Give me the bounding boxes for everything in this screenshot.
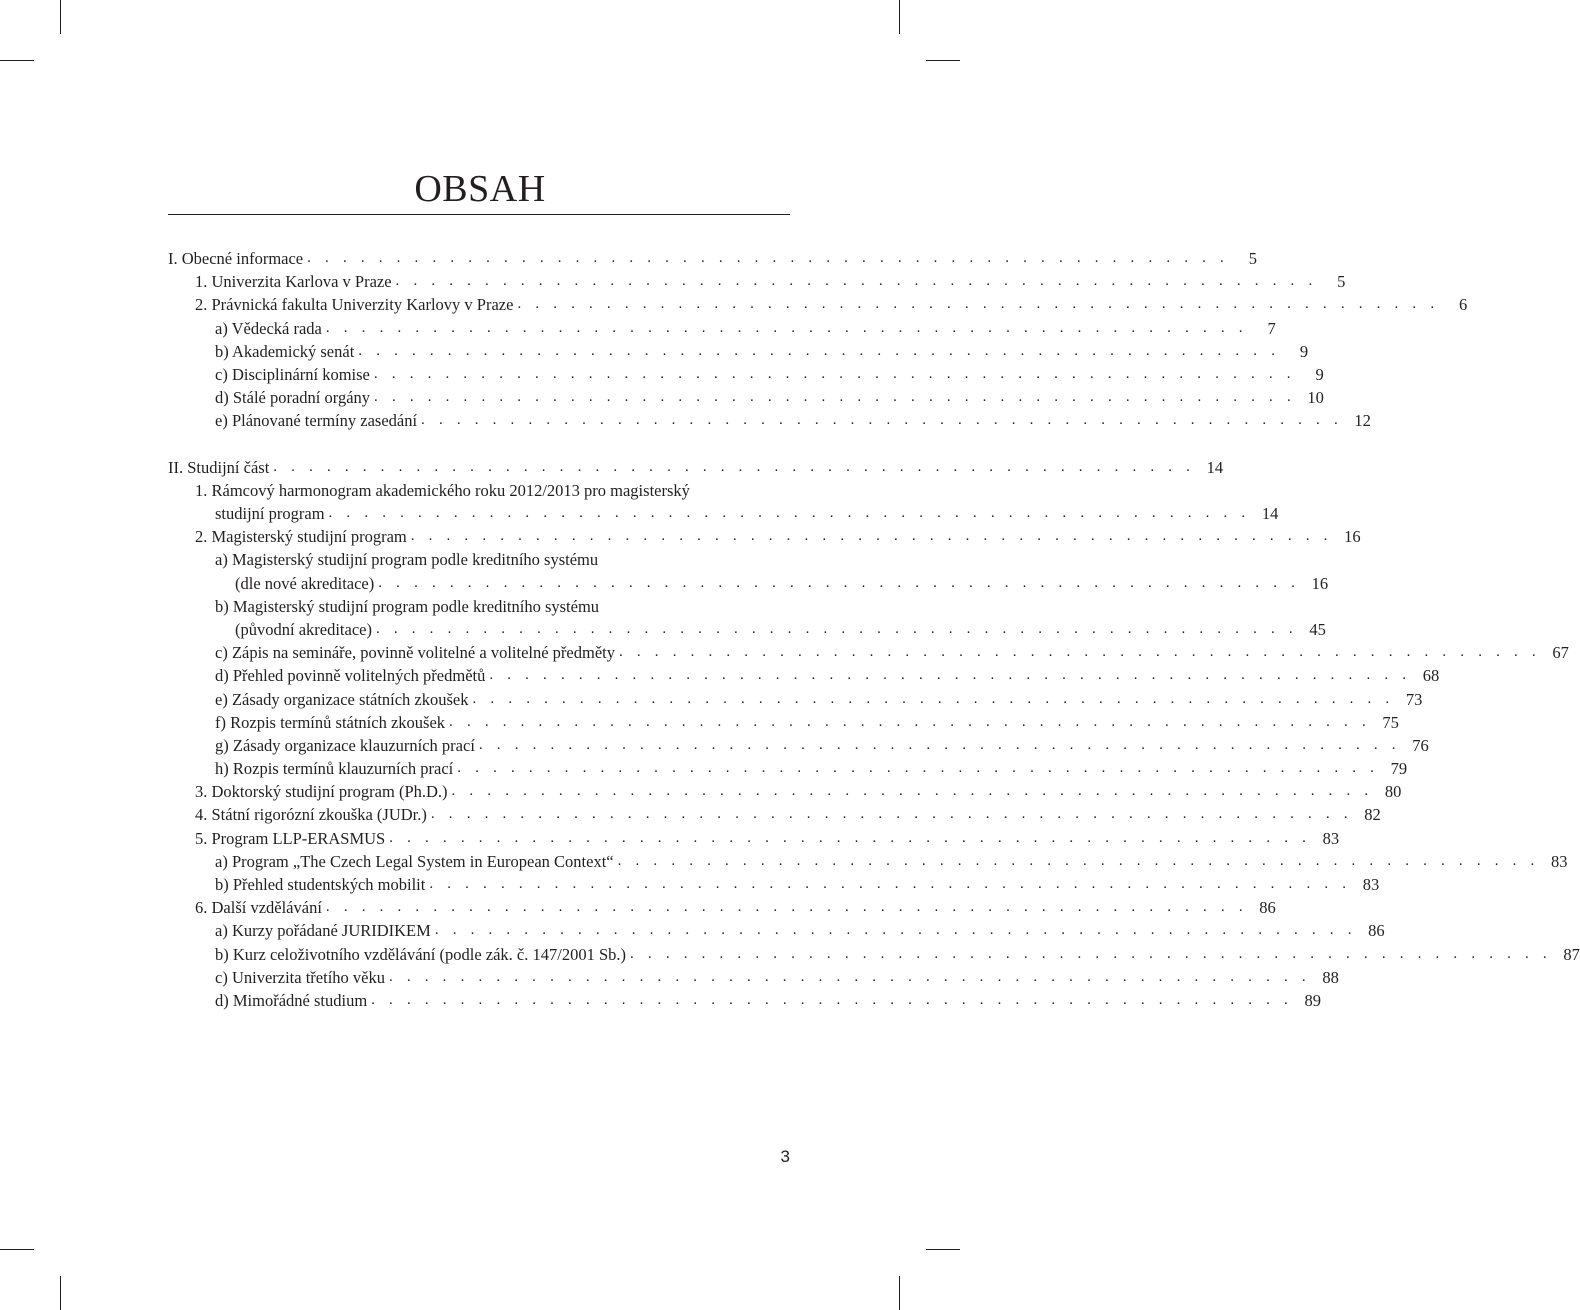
toc-entry[interactable]: c) Disciplinární komise . . . . . . . . . . . . . . . . . . . . . . . . . . . . . . . . . . . . . . . . . . . . . . . . . . . . 9: [168, 363, 790, 386]
toc-entry[interactable]: II. Studijní část . . . . . . . . . . . . . . . . . . . . . . . . . . . . . . . . . . . . . . . . . . . . . . . . . . . . 14: [168, 456, 790, 479]
dot-leader: . . . . . . . . . . . . . . . . . . . . . . . . . . . . . . . . . . . . . . . . . . . . . . . . . . . .: [434, 922, 1357, 939]
toc-entry[interactable]: 2. Magisterský studijní program . . . . . . . . . . . . . . . . . . . . . . . . . . . . . . . . . . . . . . . . . . . . . . . . . . . . 16: [168, 525, 790, 548]
toc-entry[interactable]: b) Akademický senát . . . . . . . . . . . . . . . . . . . . . . . . . . . . . . . . . . . . . . . . . . . . . . . . . . . . 9: [168, 340, 790, 363]
toc-entry-line[interactable]: 1. Rámcový harmonogram akademického roku 2012/2013 pro magisterský: [195, 480, 690, 500]
dot-leader: . . . . . . . . . . . . . . . . . . . . . . . . . . . . . . . . . . . . . . . . . . . . . . . . . . . .: [517, 296, 1440, 313]
toc-entry[interactable]: a) Vědecká rada . . . . . . . . . . . . . . . . . . . . . . . . . . . . . . . . . . . . . . . . . . . . . . . . . . . . 7: [168, 317, 790, 340]
toc-entry[interactable]: c) Zápis na semináře, povinně volitelné a volitelné předměty . . . . . . . . . . . . . . . . . . . . . . . . . . . . . . . . . . . . . . . . . . . . . . . . . . . . 67: [168, 641, 790, 664]
dot-leader: . . . . . . . . . . . . . . . . . . . . . . . . . . . . . . . . . . . . . . . . . . . . . . . . . . . .: [430, 806, 1353, 823]
toc-entry[interactable]: h) Rozpis termínů klauzurních prací . . . . . . . . . . . . . . . . . . . . . . . . . . . . . . . . . . . . . . . . . . . . . . . . . . . . 79: [168, 757, 790, 780]
dot-leader: . . . . . . . . . . . . . . . . . . . . . . . . . . . . . . . . . . . . . . . . . . . . . . . . . . . .: [489, 667, 1412, 684]
dot-leader: . . . . . . . . . . . . . . . . . . . . . . . . . . . . . . . . . . . . . . . . . . . . . . . . . . . .: [421, 412, 1343, 429]
toc-entry[interactable]: c) Univerzita třetího věku . . . . . . . . . . . . . . . . . . . . . . . . . . . . . . . . . . . . . . . . . . . . . . . . . . . . 88: [168, 966, 790, 989]
crop-mark: [60, 1276, 61, 1310]
dot-leader: . . . . . . . . . . . . . . . . . . . . . . . . . . . . . . . . . . . . . . . . . . . . . . . . . . . .: [630, 945, 1552, 962]
toc-entry[interactable]: a) Kurzy pořádané JURIDIKEM . . . . . . . . . . . . . . . . . . . . . . . . . . . . . . . . . . . . . . . . . . . . . . . . . . . . 86: [168, 919, 790, 942]
dot-leader: . . . . . . . . . . . . . . . . . . . . . . . . . . . . . . . . . . . . . . . . . . . . . . . . . . . .: [478, 736, 1401, 753]
toc-entry-line[interactable]: a) Magisterský studijní program podle kreditního systému: [215, 550, 599, 570]
toc-entry[interactable]: b) Přehled studentských mobilit . . . . . . . . . . . . . . . . . . . . . . . . . . . . . . . . . . . . . . . . . . . . . . . . . . . . 83: [168, 873, 790, 896]
toc-entry[interactable]: 3. Doktorský studijní program (Ph.D.) . . . . . . . . . . . . . . . . . . . . . . . . . . . . . . . . . . . . . . . . . . . . . . . . . . . . 80: [168, 780, 790, 803]
dot-leader: . . . . . . . . . . . . . . . . . . . . . . . . . . . . . . . . . . . . . . . . . . . . . . . . . . . .: [378, 574, 1301, 591]
page-title: OBSAH: [414, 168, 546, 210]
toc-entry[interactable]: studijní program . . . . . . . . . . . . . . . . . . . . . . . . . . . . . . . . . . . . . . . . . . . . . . . . . . . . 14: [168, 502, 790, 525]
dot-leader: . . . . . . . . . . . . . . . . . . . . . . . . . . . . . . . . . . . . . . . . . . . . . . . . . . . .: [388, 968, 1311, 985]
toc-entry[interactable]: f) Rozpis termínů státních zkoušek . . . . . . . . . . . . . . . . . . . . . . . . . . . . . . . . . . . . . . . . . . . . . . . . . . . . 75: [168, 711, 790, 734]
dot-leader: . . . . . . . . . . . . . . . . . . . . . . . . . . . . . . . . . . . . . . . . . . . . . . . . . . . .: [325, 899, 1248, 916]
dot-leader: . . . . . . . . . . . . . . . . . . . . . . . . . . . . . . . . . . . . . . . . . . . . . . . . . . . .: [373, 365, 1296, 382]
dot-leader: . . . . . . . . . . . . . . . . . . . . . . . . . . . . . . . . . . . . . . . . . . . . . . . . . . . .: [457, 760, 1380, 777]
crop-mark: [926, 1249, 960, 1250]
dot-leader: . . . . . . . . . . . . . . . . . . . . . . . . . . . . . . . . . . . . . . . . . . . . . . . . . . . .: [389, 829, 1312, 846]
dot-leader: . . . . . . . . . . . . . . . . . . . . . . . . . . . . . . . . . . . . . . . . . . . . . . . . . . . .: [410, 528, 1333, 545]
dot-leader: . . . . . . . . . . . . . . . . . . . . . . . . . . . . . . . . . . . . . . . . . . . . . . . . . . . .: [617, 852, 1540, 869]
crop-mark: [899, 0, 900, 34]
table-of-contents: [168, 247, 1580, 1012]
toc-entry[interactable]: 5. Program LLP-ERASMUS . . . . . . . . . . . . . . . . . . . . . . . . . . . . . . . . . . . . . . . . . . . . . . . . . . . . 83: [168, 827, 790, 850]
dot-leader: . . . . . . . . . . . . . . . . . . . . . . . . . . . . . . . . . . . . . . . . . . . . . . . . . . . .: [451, 783, 1374, 800]
toc-entry[interactable]: a) Program „The Czech Legal System in European Context“ . . . . . . . . . . . . . . . . . . . . . . . . . . . . . . . . . . . . . . . . . . . . . . . . . . . . 83: [168, 850, 790, 873]
dot-leader: . . . . . . . . . . . . . . . . . . . . . . . . . . . . . . . . . . . . . . . . . . . . . . . . . . . .: [307, 249, 1229, 266]
toc-entry-line[interactable]: b) Magisterský studijní program podle kreditního systému: [215, 596, 600, 616]
toc-entry[interactable]: b) Kurz celoživotního vzdělávání (podle zák. č. 147/2001 Sb.) . . . . . . . . . . . . . . . . . . . . . . . . . . . . . . . . . . . . . . . . . . . . . . . . . . . . 87: [168, 943, 790, 966]
dot-leader: . . . . . . . . . . . . . . . . . . . . . . . . . . . . . . . . . . . . . . . . . . . . . . . . . . . .: [472, 690, 1395, 707]
crop-mark: [899, 1276, 900, 1310]
title-rule: [168, 214, 790, 215]
toc-entry[interactable]: I. Obecné informace . . . . . . . . . . . . . . . . . . . . . . . . . . . . . . . . . . . . . . . . . . . . . . . . . . . . 5: [168, 247, 790, 270]
toc-entry[interactable]: (dle nové akreditace) . . . . . . . . . . . . . . . . . . . . . . . . . . . . . . . . . . . . . . . . . . . . . . . . . . . . 16: [168, 572, 790, 595]
crop-mark: [60, 0, 61, 34]
dot-leader: . . . . . . . . . . . . . . . . . . . . . . . . . . . . . . . . . . . . . . . . . . . . . . . . . . . .: [371, 991, 1294, 1008]
dot-leader: . . . . . . . . . . . . . . . . . . . . . . . . . . . . . . . . . . . . . . . . . . . . . . . . . . . .: [395, 273, 1318, 290]
crop-mark: [0, 60, 34, 61]
toc-entry[interactable]: d) Stálé poradní orgány . . . . . . . . . . . . . . . . . . . . . . . . . . . . . . . . . . . . . . . . . . . . . . . . . . . . 10: [168, 386, 790, 409]
toc-entry[interactable]: d) Přehled povinně volitelných předmětů . . . . . . . . . . . . . . . . . . . . . . . . . . . . . . . . . . . . . . . . . . . . . . . . . . . . 68: [168, 664, 790, 687]
crop-mark: [0, 1249, 34, 1250]
dot-leader: . . . . . . . . . . . . . . . . . . . . . . . . . . . . . . . . . . . . . . . . . . . . . . . . . . . .: [449, 713, 1371, 730]
dot-leader: . . . . . . . . . . . . . . . . . . . . . . . . . . . . . . . . . . . . . . . . . . . . . . . . . . . .: [374, 389, 1296, 406]
section-gap: [168, 433, 790, 456]
dot-leader: . . . . . . . . . . . . . . . . . . . . . . . . . . . . . . . . . . . . . . . . . . . . . . . . . . . .: [358, 342, 1281, 359]
toc-entry[interactable]: 1. Univerzita Karlova v Praze . . . . . . . . . . . . . . . . . . . . . . . . . . . . . . . . . . . . . . . . . . . . . . . . . . . . 5: [168, 270, 790, 293]
toc-entry[interactable]: (původní akreditace) . . . . . . . . . . . . . . . . . . . . . . . . . . . . . . . . . . . . . . . . . . . . . . . . . . . . 45: [168, 618, 790, 641]
dot-leader: . . . . . . . . . . . . . . . . . . . . . . . . . . . . . . . . . . . . . . . . . . . . . . . . . . . .: [429, 876, 1352, 893]
dot-leader: . . . . . . . . . . . . . . . . . . . . . . . . . . . . . . . . . . . . . . . . . . . . . . . . . . . .: [328, 505, 1251, 522]
dot-leader: . . . . . . . . . . . . . . . . . . . . . . . . . . . . . . . . . . . . . . . . . . . . . . . . . . . .: [273, 458, 1196, 475]
toc-entry[interactable]: 2. Právnická fakulta Univerzity Karlovy v Praze . . . . . . . . . . . . . . . . . . . . . . . . . . . . . . . . . . . . . . . . . . . . . . . . . . . . 6: [168, 293, 790, 316]
crop-mark: [926, 60, 960, 61]
page-number: 3: [780, 1147, 790, 1166]
toc-entry[interactable]: g) Zásady organizace klauzurních prací . . . . . . . . . . . . . . . . . . . . . . . . . . . . . . . . . . . . . . . . . . . . . . . . . . . . 76: [168, 734, 790, 757]
toc-entry[interactable]: d) Mimořádné studium . . . . . . . . . . . . . . . . . . . . . . . . . . . . . . . . . . . . . . . . . . . . . . . . . . . . 89: [168, 989, 790, 1012]
toc-entry[interactable]: 6. Další vzdělávání . . . . . . . . . . . . . . . . . . . . . . . . . . . . . . . . . . . . . . . . . . . . . . . . . . . . 86: [168, 896, 790, 919]
toc-entry[interactable]: 4. Státní rigorózní zkouška (JUDr.) . . . . . . . . . . . . . . . . . . . . . . . . . . . . . . . . . . . . . . . . . . . . . . . . . . . . 82: [168, 804, 790, 827]
dot-leader: . . . . . . . . . . . . . . . . . . . . . . . . . . . . . . . . . . . . . . . . . . . . . . . . . . . .: [375, 620, 1298, 637]
dot-leader: . . . . . . . . . . . . . . . . . . . . . . . . . . . . . . . . . . . . . . . . . . . . . . . . . . . .: [325, 319, 1248, 336]
toc-entry[interactable]: e) Zásady organizace státních zkoušek . . . . . . . . . . . . . . . . . . . . . . . . . . . . . . . . . . . . . . . . . . . . . . . . . . . . 73: [168, 688, 790, 711]
toc-entry[interactable]: e) Plánované termíny zasedání . . . . . . . . . . . . . . . . . . . . . . . . . . . . . . . . . . . . . . . . . . . . . . . . . . . . 12: [168, 409, 790, 432]
dot-leader: . . . . . . . . . . . . . . . . . . . . . . . . . . . . . . . . . . . . . . . . . . . . . . . . . . . .: [619, 644, 1541, 661]
